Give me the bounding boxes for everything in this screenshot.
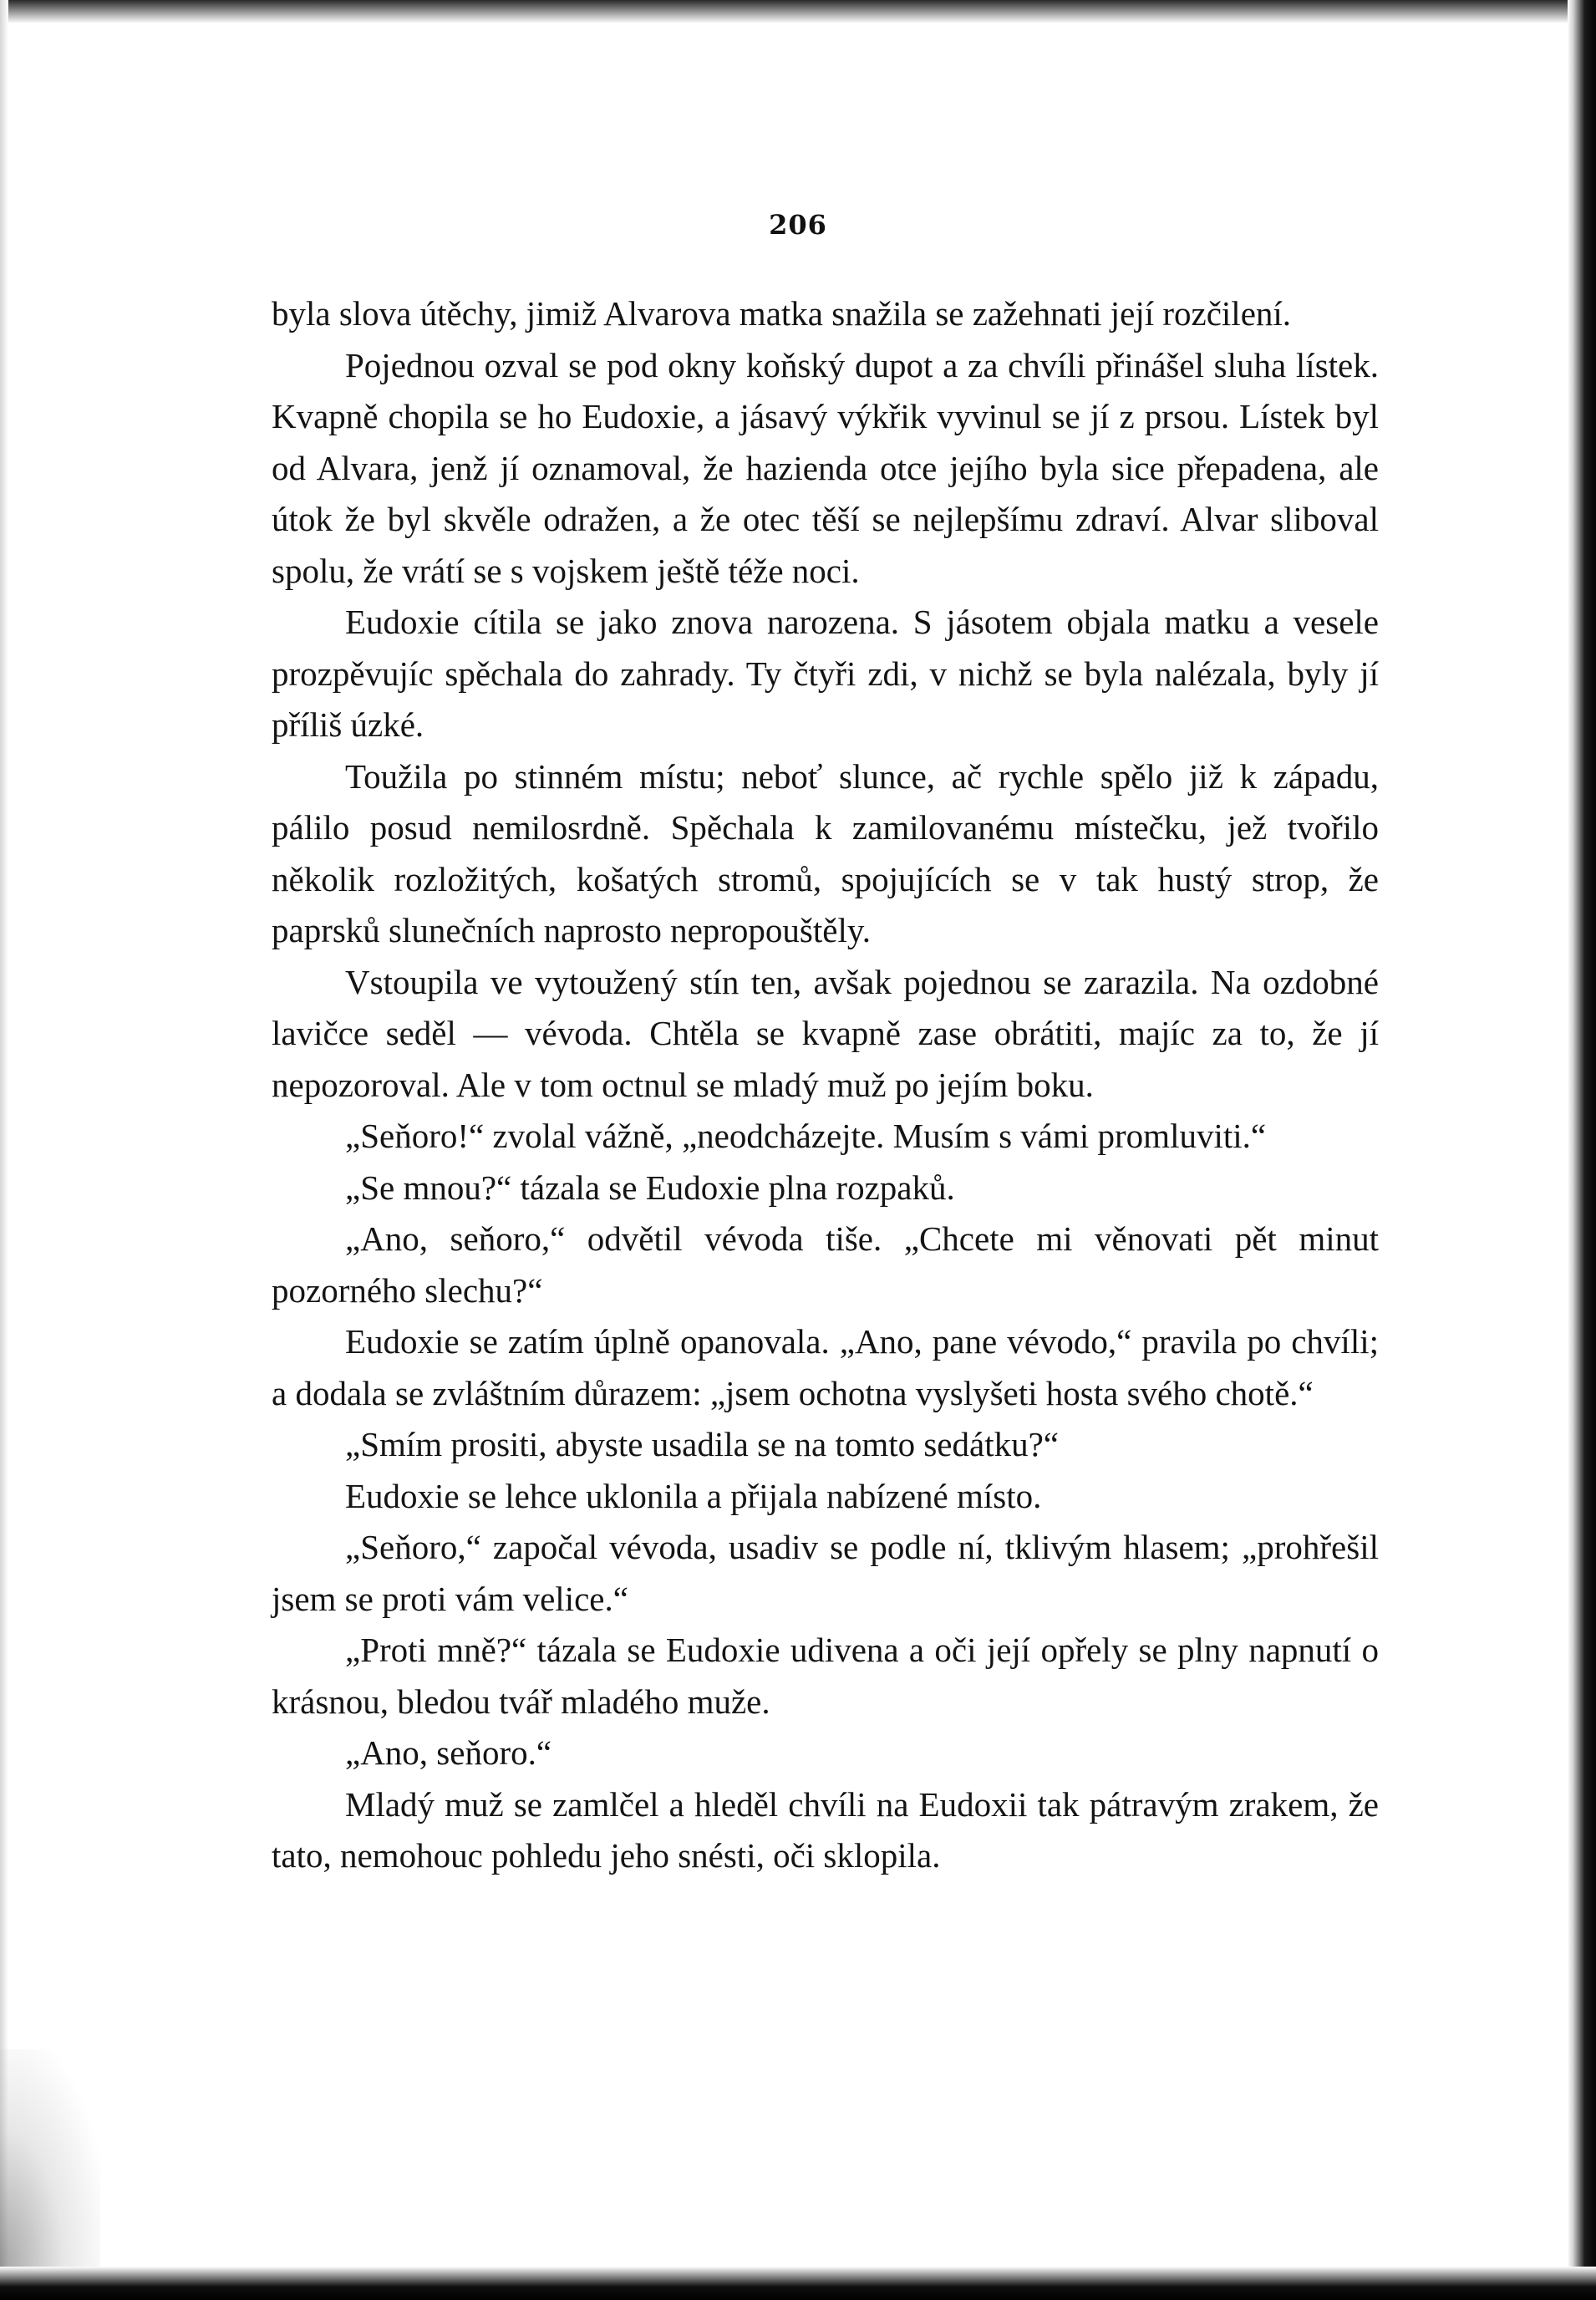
paragraph: „Smím prositi, abyste usadila se na tomto sedátku?“ xyxy=(345,1425,1059,1463)
paragraph: „Se mnou?“ tázala se Eudoxie plna rozpaků. xyxy=(345,1168,955,1207)
paragraph: „Ano, seňoro,“ odvětil vévoda tiše. „Chcete mi věnovati pět minut pozorného slechu?“ xyxy=(272,1219,1379,1310)
paragraph: „Proti mně?“ tázala se Eudoxie udivena a oči její opřely se plny napnutí o krásnou, bledou tvář mladého muže. xyxy=(272,1631,1379,1721)
paragraph: Eudoxie se zatím úplně opanovala. „Ano, pane vévodo,“ pravila po chvíli; a dodala se zvláštním důrazem: „jsem ochotna vyslyšeti hosta svého chotě.“ xyxy=(272,1322,1379,1412)
scan-shadow-bottom xyxy=(0,2267,1596,2300)
paragraph: Toužila po stinném místu; neboť slunce, ač rychle spělo již k západu, pálilo posud nemilosrdně. Spěchala k zamilovanému místečku, jež tvořilo několik rozložitých, košatých stromů, spojujících se v tak hustý strop, že paprsků slunečních naprosto nepropouštěly. xyxy=(272,756,1379,949)
scan-shadow-right xyxy=(1568,0,1596,2300)
paragraph: Vstoupila ve vytoužený stín ten, avšak pojednou se zarazila. Na ozdobné lavičce seděl — vévoda. Chtěla se kvapně zase obrátiti, majíc za to, že jí nepozoroval. Ale v tom octnul se mladý muž po jejím boku. xyxy=(272,962,1379,1104)
paragraph: byla slova útěchy, jimiž Alvarova matka snažila se zažehnati její rozčilení. xyxy=(272,294,1292,333)
paragraph: „Seňoro,“ započal vévoda, usadiv se podle ní, tklivým hlasem; „prohřešil jsem se proti vám velice.“ xyxy=(272,1528,1379,1618)
scan-shadow-top xyxy=(0,0,1596,23)
scan-shadow-left xyxy=(0,0,8,2300)
paragraph: Eudoxie se lehce uklonila a přijala nabízené místo. xyxy=(345,1476,1042,1515)
body-text xyxy=(272,288,1379,1882)
paragraph: Mladý muž se zamlčel a hleděl chvíli na Eudoxii tak pátravým zrakem, že tato, nemohouc pohledu jeho snésti, oči sklopila. xyxy=(272,1784,1379,1875)
paragraph: „Seňoro!“ zvolal vážně, „neodcházejte. Musím s vámi promluviti.“ xyxy=(345,1117,1267,1155)
paragraph: „Ano, seňoro.“ xyxy=(345,1733,552,1772)
scan-smudge xyxy=(0,2049,100,2267)
paragraph: Eudoxie cítila se jako znova narozena. S jásotem objala matku a vesele prozpěvujíc spěchala do zahrady. Ty čtyři zdi, v nichž se byla nalézala, byly jí příliš úzké. xyxy=(272,603,1379,744)
page-number: 206 xyxy=(769,209,827,241)
paragraph: Pojednou ozval se pod okny koňský dupot a za chvíli přinášel sluha lístek. Kvapně chopila se ho Eudoxie, a jásavý výkřik vyvinul se jí z prsou. Lístek byl od Alvara, jenž jí oznamoval, že hazienda otce jejího byla sice přepadena, ale útok že byl skvěle odražen, a že otec těší se nejlepšímu zdraví. Alvar sliboval spolu, že vrátí se s vojskem ještě téže noci. xyxy=(272,345,1379,590)
